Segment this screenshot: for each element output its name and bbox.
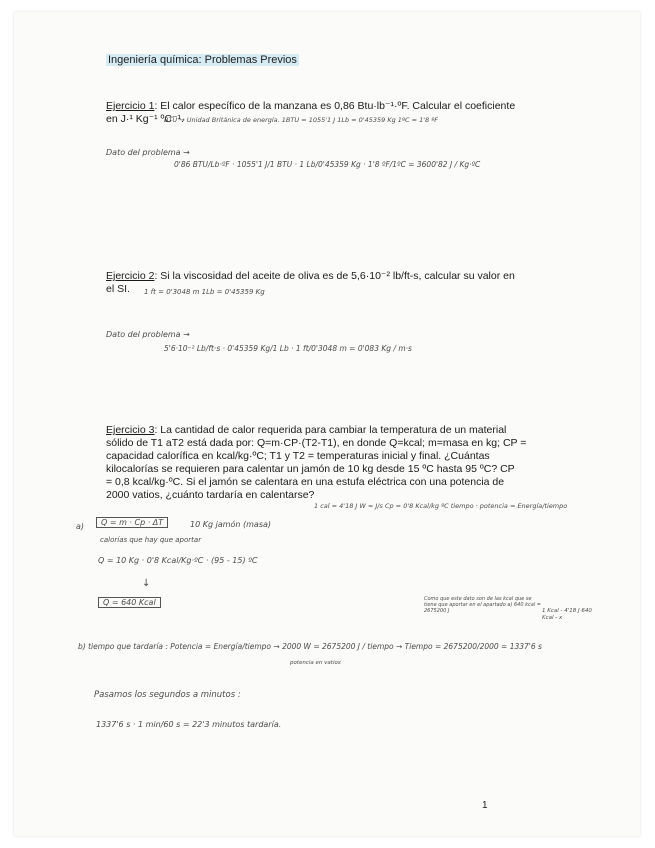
page-number: 1 [482,800,488,811]
exercise-3-hand-side: Como que este dato son de las kcal que se tiene que aportar en el apartado a) 640 kcal = 2675200 J [424,596,541,614]
exercise-3-line-1: : La cantidad de calor requerida para cambiar la temperatura de un material [154,424,507,436]
exercise-3-line-2: sólido de T1 aT2 está dada por: Q=m·CP·(T2-T1), en donde Q=kcal; m=masa en kg; CP = [106,437,527,449]
exercise-3-line-6: 2000 vatios, ¿cuánto tardaría en calentarse? [106,489,315,501]
exercise-1-hand-data: Dato del problema → [106,148,190,157]
document-header [106,54,299,66]
exercise-3-hand-a-label: a) [76,522,85,531]
exercise-1-hand-calc: 0'86 BTU/Lb·ºF · 1055'1 J/1 BTU · 1 Lb/0'45359 Kg · 1'8 ºF/1ºC = 3600'82 J / Kg·ºC [174,160,481,169]
exercise-3-hand-q: Q = 10 Kg · 0'8 Kcal/Kg·ºC · (95 - 15) ºC [98,556,258,565]
exercise-1-line-1: : El calor específico de la manzana es 0,86 Btu·lb⁻¹·ºF. Calcular el coeficiente [154,100,516,112]
exercise-3-hand-formula-sub: calorías que hay que aportar [100,536,202,544]
down-arrow-icon: ↓ [142,578,151,589]
exercise-2-label: Ejercicio 2 [106,270,155,282]
exercise-2-line-2: el SI. [106,283,130,295]
exercise-3-statement [106,424,526,502]
exercise-2-hand-note: 1 ft = 0'3048 m 1Lb = 0'45359 Kg [144,288,265,296]
document-page [14,12,640,836]
exercise-3-hand-pass: Pasamos los segundos a minutos : [94,690,241,700]
exercise-3-hand-formula [96,518,168,527]
exercise-3-hand-b: b) tiempo que tardaría : Potencia = Energía/tiempo → 2000 W = 2675200 J / tiempo → Tiempo = 2675200/2000 = 1337'6 s [78,642,542,651]
result-box: Q = 640 Kcal [98,597,161,608]
exercise-1-label: Ejercicio 1 [106,100,155,112]
exercise-3-hand-conv: 1 Kcal - 4'18 J 640 Kcal - x [542,608,592,621]
exercise-3-hand-final: 1337'6 s · 1 min/60 s = 22'3 minutos tardaría. [96,720,282,729]
exercise-3-line-4: kilocalorías se requieren para calentar un jamón de 10 kg desde 15 ºC hasta 95 ºC? CP [106,463,515,475]
exercise-1-hand-note: BTU → Unidad Británica de energía. 1BTU = 1055'1 J 1Lb = 0'45359 Kg 1ºC = 1'8 ºF [164,116,439,124]
exercise-1-line-2: en J·¹ Kg⁻¹ ºC⁻¹. [106,113,184,125]
exercise-3-hand-formula-note: 10 Kg jamón (masa) [190,520,272,529]
exercise-3-label: Ejercicio 3 [106,424,155,436]
exercise-2-hand-data: Dato del problema → [106,330,190,339]
exercise-3-hand-units: 1 cal = 4'18 J W = J/s Cp = 0'8 Kcal/kg ºC tiempo · potencia = Energía/tiempo [314,502,568,510]
exercise-3-hand-b-note: potencia en vatios [290,660,341,666]
formula-box: Q = m · Cp · ΔT [96,517,168,528]
exercise-3-hand-result [98,598,161,607]
exercise-2-hand-calc: 5'6·10⁻² Lb/ft·s · 0'45359 Kg/1 Lb · 1 ft/0'3048 m = 0'083 Kg / m·s [164,344,412,353]
header-title: Ingeniería química: Problemas Previos [108,54,297,66]
exercise-2-line-1: : Si la viscosidad del aceite de oliva es de 5,6·10⁻² lb/ft-s, calcular su valor en [154,270,515,282]
exercise-3-line-5: = 0,8 kcal/kg·ºC. Si el jamón se calentara en una estufa eléctrica con una potencia de [106,476,505,488]
exercise-3-line-3: capacidad calorífica en kcal/kg·ºC; T1 y T2 = temperaturas inicial y final. ¿Cuántas [106,450,490,462]
